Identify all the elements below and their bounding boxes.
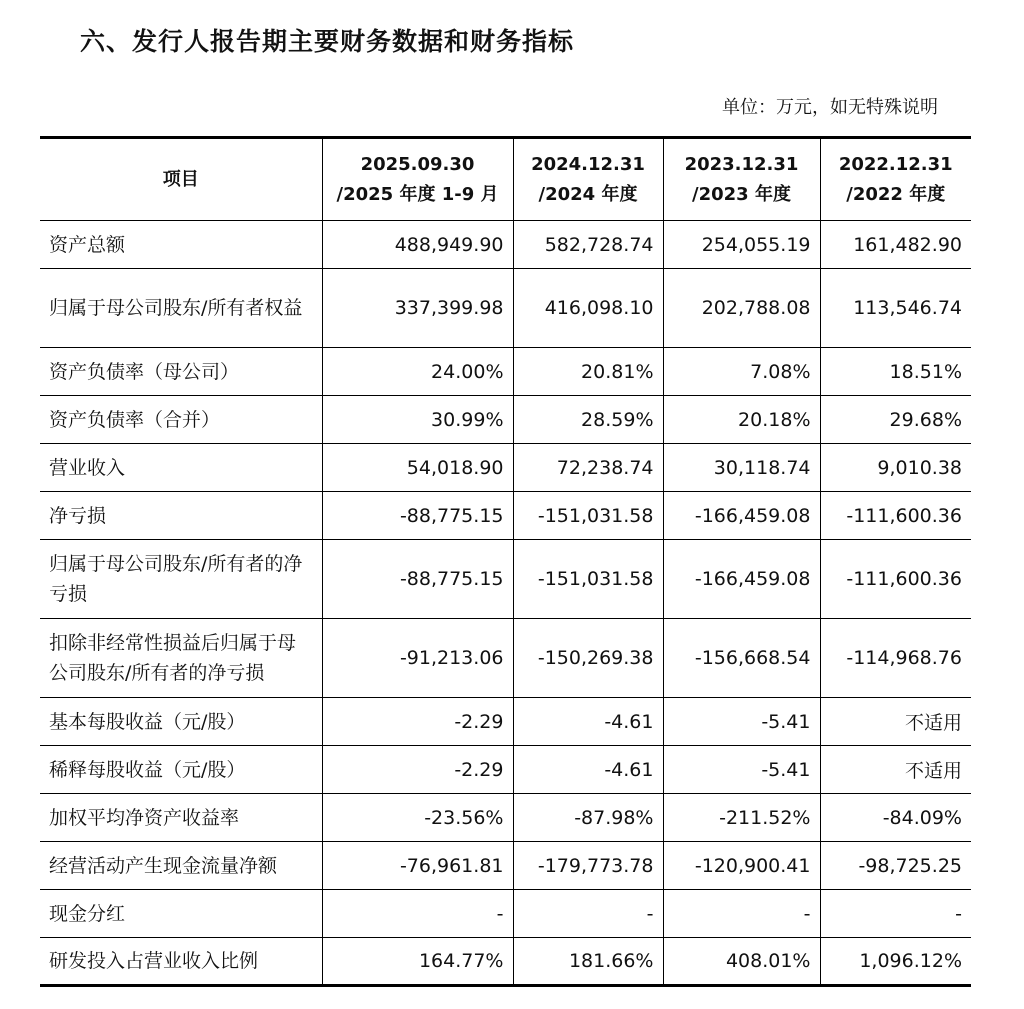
cell-2023: 30,118.74 [663, 444, 820, 492]
cell-2024: 28.59% [513, 396, 663, 444]
cell-2025: -2.29 [322, 698, 513, 746]
table-header-row [40, 138, 971, 221]
cell-2025: 488,949.90 [322, 221, 513, 269]
table-row [40, 698, 971, 746]
cell-2024: -179,773.78 [513, 842, 663, 890]
cell-2025: 24.00% [322, 348, 513, 396]
cell-2022: 1,096.12% [820, 938, 971, 986]
cell-2022: 9,010.38 [820, 444, 971, 492]
cell-2023: 254,055.19 [663, 221, 820, 269]
cell-2023: 20.18% [663, 396, 820, 444]
cell-2023: 202,788.08 [663, 269, 820, 348]
cell-2022: 18.51% [820, 348, 971, 396]
cell-2022: -84.09% [820, 794, 971, 842]
cell-2025: -76,961.81 [322, 842, 513, 890]
cell-2022: 不适用 [820, 698, 971, 746]
cell-2023: -211.52% [663, 794, 820, 842]
unit-note: 单位：万元，如无特殊说明 [722, 97, 938, 118]
row-label: 经营活动产生现金流量净额 [40, 842, 322, 890]
row-label: 资产负债率（合并） [40, 396, 322, 444]
cell-2024: 72,238.74 [513, 444, 663, 492]
table-row [40, 746, 971, 794]
cell-2023: -5.41 [663, 698, 820, 746]
cell-2024: -151,031.58 [513, 492, 663, 540]
row-label: 资产负债率（母公司） [40, 348, 322, 396]
table-row [40, 938, 971, 986]
cell-2025: 337,399.98 [322, 269, 513, 348]
cell-2022: -111,600.36 [820, 540, 971, 619]
cell-2025: -2.29 [322, 746, 513, 794]
table-row [40, 890, 971, 938]
header-2023: 2023.12.31 /2023 年度 [663, 138, 820, 221]
cell-2025: - [322, 890, 513, 938]
cell-2023: 7.08% [663, 348, 820, 396]
table-row [40, 619, 971, 698]
row-label: 资产总额 [40, 221, 322, 269]
table-row [40, 492, 971, 540]
cell-2024: 416,098.10 [513, 269, 663, 348]
cell-2022: 29.68% [820, 396, 971, 444]
section-title: 六、发行人报告期主要财务数据和财务指标 [80, 27, 575, 56]
cell-2022: 不适用 [820, 746, 971, 794]
cell-2024: - [513, 890, 663, 938]
row-label: 净亏损 [40, 492, 322, 540]
cell-2022: -98,725.25 [820, 842, 971, 890]
row-label: 归属于母公司股东/所有者权益 [40, 269, 322, 348]
cell-2023: -166,459.08 [663, 492, 820, 540]
table-row [40, 444, 971, 492]
header-2025: 2025.09.30 /2025 年度 1-9 月 [322, 138, 513, 221]
row-label: 研发投入占营业收入比例 [40, 938, 322, 986]
row-label: 基本每股收益（元/股） [40, 698, 322, 746]
cell-2023: -166,459.08 [663, 540, 820, 619]
row-label: 扣除非经常性损益后归属于母公司股东/所有者的净亏损 [40, 619, 322, 698]
header-2022: 2022.12.31 /2022 年度 [820, 138, 971, 221]
table-row [40, 842, 971, 890]
cell-2022: -114,968.76 [820, 619, 971, 698]
cell-2024: -87.98% [513, 794, 663, 842]
row-label: 现金分红 [40, 890, 322, 938]
cell-2025: -88,775.15 [322, 540, 513, 619]
row-label: 营业收入 [40, 444, 322, 492]
table-row [40, 794, 971, 842]
table-row [40, 221, 971, 269]
cell-2024: -4.61 [513, 746, 663, 794]
cell-2023: -156,668.54 [663, 619, 820, 698]
cell-2024: 181.66% [513, 938, 663, 986]
table-row [40, 540, 971, 619]
cell-2022: -111,600.36 [820, 492, 971, 540]
cell-2025: 164.77% [322, 938, 513, 986]
cell-2025: -91,213.06 [322, 619, 513, 698]
table-row [40, 396, 971, 444]
cell-2025: 54,018.90 [322, 444, 513, 492]
cell-2023: -5.41 [663, 746, 820, 794]
cell-2024: 582,728.74 [513, 221, 663, 269]
cell-2022: 161,482.90 [820, 221, 971, 269]
cell-2022: 113,546.74 [820, 269, 971, 348]
header-2024: 2024.12.31 /2024 年度 [513, 138, 663, 221]
cell-2024: 20.81% [513, 348, 663, 396]
table-row [40, 269, 971, 348]
cell-2024: -151,031.58 [513, 540, 663, 619]
cell-2022: - [820, 890, 971, 938]
cell-2024: -4.61 [513, 698, 663, 746]
cell-2025: -88,775.15 [322, 492, 513, 540]
cell-2023: - [663, 890, 820, 938]
cell-2024: -150,269.38 [513, 619, 663, 698]
cell-2023: 408.01% [663, 938, 820, 986]
header-item: 项目 [40, 138, 322, 221]
row-label: 加权平均净资产收益率 [40, 794, 322, 842]
table-row [40, 348, 971, 396]
row-label: 稀释每股收益（元/股） [40, 746, 322, 794]
financial-data-table [40, 136, 971, 987]
cell-2023: -120,900.41 [663, 842, 820, 890]
cell-2025: -23.56% [322, 794, 513, 842]
cell-2025: 30.99% [322, 396, 513, 444]
row-label: 归属于母公司股东/所有者的净亏损 [40, 540, 322, 619]
